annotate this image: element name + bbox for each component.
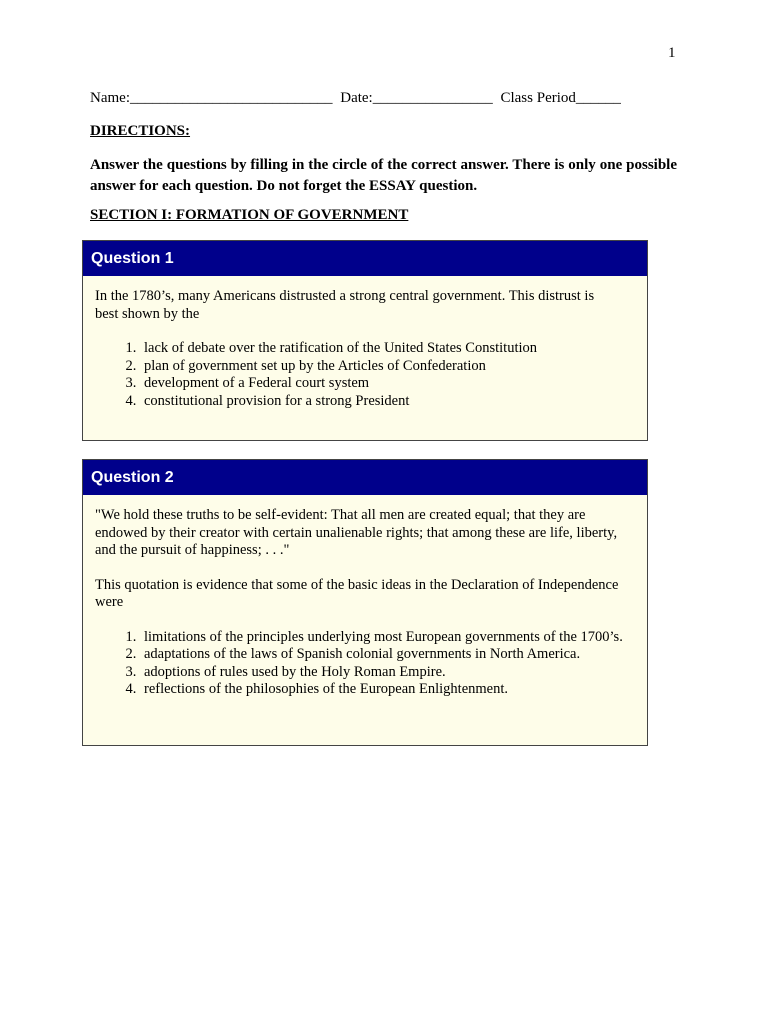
question-title: Question 2 bbox=[83, 460, 647, 495]
question-body bbox=[83, 495, 647, 699]
page-number: 1 bbox=[668, 45, 676, 61]
answer-option-3[interactable]: 3. adoptions of rules used by the Holy Roman Empire. bbox=[140, 664, 635, 682]
question-card-2 bbox=[82, 459, 648, 746]
question-stem: This quotation is evidence that some of the basic ideas in the Declaration of Independence were bbox=[95, 576, 619, 610]
answer-option-2[interactable]: 2. adaptations of the laws of Spanish colonial governments in North America. bbox=[140, 646, 635, 664]
answer-options bbox=[95, 629, 635, 699]
question-body bbox=[83, 276, 647, 410]
answer-option-4[interactable]: 4. reflections of the philosophies of the European Enlightenment. bbox=[140, 681, 635, 699]
answer-option-1[interactable]: 1. limitations of the principles underlying most European governments of the 1700’s. bbox=[140, 629, 635, 647]
answer-options bbox=[95, 340, 635, 410]
question-title: Question 1 bbox=[83, 241, 647, 276]
student-info-line bbox=[90, 90, 625, 107]
answer-option-4[interactable]: 4. constitutional provision for a strong President bbox=[140, 393, 635, 411]
directions-text: Answer the questions by filling in the circle of the correct answer. There is only one possible answer for each question. Do not forget the ESSAY question. bbox=[90, 157, 677, 194]
section-heading: SECTION I: FORMATION OF GOVERNMENT bbox=[90, 207, 409, 223]
name-field-label[interactable]: Name:___________________________ bbox=[90, 90, 333, 106]
answer-option-3[interactable]: 3. development of a Federal court system bbox=[140, 375, 635, 393]
question-stem: In the 1780’s, many Americans distrusted a strong central government. This distrust is best shown by the bbox=[95, 288, 595, 322]
question-quote: "We hold these truths to be self-evident: That all men are created equal; that they are endowed by their creator with certain unalienable rights; that among these are life, liberty, and the pursuit of happiness; . . ." bbox=[95, 507, 618, 558]
answer-option-2[interactable]: 2. plan of government set up by the Articles of Confederation bbox=[140, 358, 635, 376]
directions-heading: DIRECTIONS: bbox=[90, 123, 191, 139]
date-field-label[interactable]: Date:________________ bbox=[340, 90, 493, 106]
question-card-1 bbox=[82, 240, 648, 441]
answer-option-1[interactable]: 1. lack of debate over the ratification of the United States Constitution bbox=[140, 340, 635, 358]
class-period-field-label[interactable]: Class Period______ bbox=[500, 90, 621, 106]
